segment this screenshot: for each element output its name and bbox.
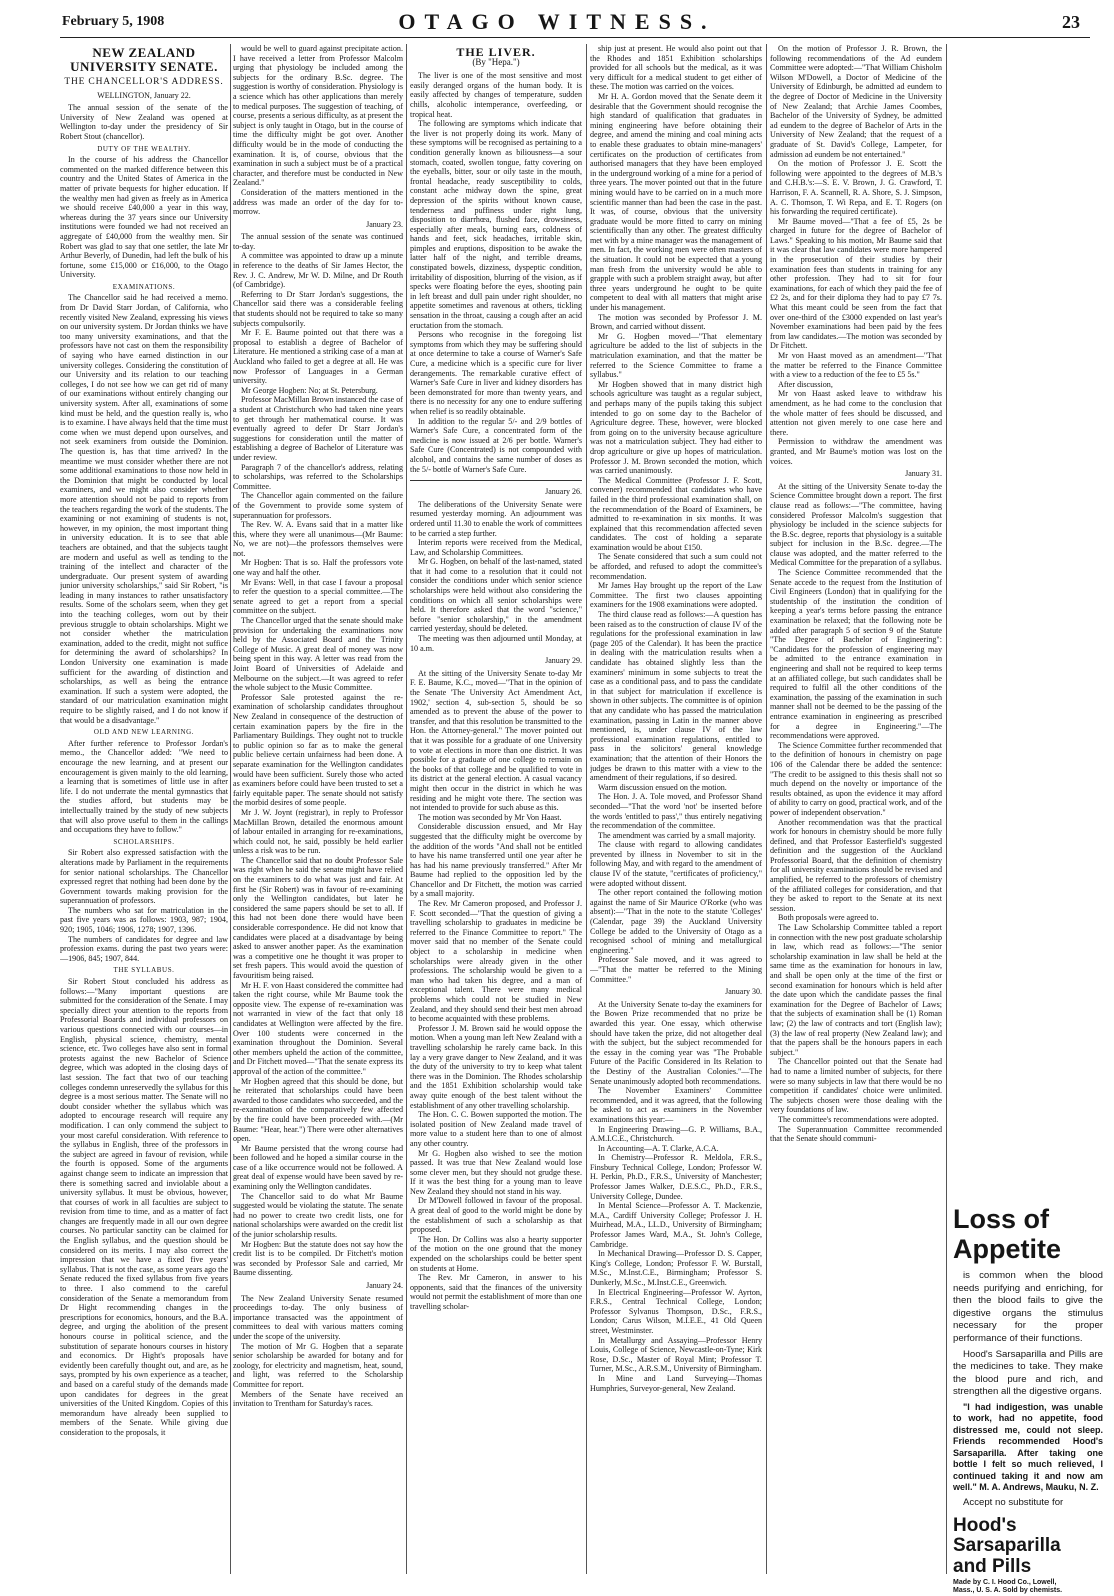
- paragraph: Sir Robert also expressed satisfaction with the alterations made by Parliament in the requirements for senior national scholarships. The Chancellor expressed regret that nothing had been done by the Government towards making provision for the superannuation of professors.: [60, 848, 228, 906]
- column-3: [410, 44, 582, 1574]
- paragraph: The other report contained the following motion against the name of Sir Maurice O'Rorke (who was absent):—"That in the note to the statute 'Colleges' (Calendar, page 39) the Auckland University College be added to the University of Otago as a recognised school of mining and metallurgical engineering.": [590, 888, 762, 955]
- dateline: January 29.: [545, 656, 582, 666]
- paragraph: Mr H. F. von Haast considered the committee had taken the right course, while Mr Baume took the opposite view. The expense of re-examination was not warranted in view of the fact that only 18 candidates at Wellington were affected by the fire. Over 100 students were concerned in the examination throughout the Dominion. Several other members upheld the action of the committee, and Dr Fitchett moved—"That the senate express its approval of the action of the committee.": [233, 980, 403, 1076]
- paragraph: The meeting was then adjourned until Monday, at 10 a.m.: [410, 634, 582, 653]
- paragraph: The numbers of candidates for degree and law profession exams. during the past two years were:—1906, 845; 1907, 844.: [60, 934, 228, 963]
- paragraph: The Rev. W. A. Evans said that in a matter like this, where they were all unanimous—(Mr Baume: No, we are not)—the professors themselves were not.: [233, 520, 403, 558]
- paragraph: The New Zealand University Senate resumed proceedings to-day. The only business of importance transacted was the appointment of committees to deal with various matters coming under the scope of the university.: [233, 1293, 403, 1341]
- paragraph: The following are symptoms which indicate that the liver is not properly doing its work. Many of these symptoms will be recognised as pertaining to a condition generally known as biliousness—a sour stomach, coated, swollen tongue, fatty covering on the eyeballs, bitter, sour or oily taste in the mouth, frontal headache, ready susceptibility to colds, constant ache midway down the spine, great depression of the spirits without known cause, tenderness and puffiness under right lung, disposition to diarrhœa, flushed face, drowsiness, especially after meals, burning ears, coldness of hands and feet, sick headaches, irritable skin, pimples and eruptions, disposition to be awake the latter half of the night, and terrible dreams, constipated bowels, dizziness, dyspeptic condition, irritability of disposition, blurring of the vision, as if specks were floating before the eyes, shooting pain in left breast and dull pain under right shoulder, no appetite sometimes and ravenous at others, tickling sensation in the throat, causing a cough after an acid eructation from the stomach.: [410, 119, 582, 330]
- page-number: 23: [1062, 12, 1080, 32]
- section-heading: SCHOLARSHIPS.: [113, 837, 175, 846]
- paragraph: The annual session of the senate of the University of New Zealand was opened at Wellington to-day under the presidency of Sir Robert Stout (chancellor).: [60, 103, 228, 141]
- ad-pills: and Pills: [953, 1555, 1032, 1577]
- paragraph: Mr Evans: Well, in that case I favour a proposal to refer the question to a special committee.—The senate agreed to get a report from a special committee on the subject.: [233, 577, 403, 616]
- paragraph: Warm discussion ensued on the motion.: [598, 782, 727, 792]
- paragraph: The liver is one of the most sensitive and most easily deranged organs of the human body. It is easily affected by changes of temperature, sudden chills, alcoholic intemperance, overfeeding, or tropical heat.: [410, 71, 582, 119]
- ad-maker-line: Made by C. I. Hood Co., Lowell,: [953, 1578, 1057, 1586]
- section-heading: OLD AND NEW LEARNING.: [93, 728, 195, 737]
- paragraph: The Chancellor said that no doubt Professor Sale was right when he said the senate might have relied on the examiners to do what was just and fair. At first he (Sir Robert) was in favour of re-examining only the Wellington candidates, but later he considered the same papers should be set to all. If this had not been done there would have been considerable correspondence. He did not know that candidates were placed at a disadvantage by being asked to answer another paper. As the examination was a competitive one he thought it was proper to set fresh papers. This would avoid the question of favouritism being raised.: [233, 855, 403, 980]
- page-header: [0, 0, 1114, 40]
- section-heading: THE SYLLABUS.: [113, 966, 175, 975]
- paragraph: The committee's recommendations were adopted.: [778, 1114, 939, 1124]
- paragraph: Mr H. A. Gordon moved that the Senate deem it desirable that the Government should recognise the high standard of qualification that graduates in mining engineering have before obtaining their degree, and amend the mining and coal mining acts to enable these graduates to obtain mine-managers' certificates on the production of certificates from authorised managers that they have been employed in the underground working of a mine for a period of three years. The mover pointed out that in the future mining would have to be carried on in a much more scientific manner than had been the case in the past. It was, of course, obvious that the university graduate would be more fitted to carry on mining scientifically than any other. The greatest difficulty met with by a mine manager was the management of men. In fact, the working men were often masters of the situation. It could not be expected that a young man fresh from the university would be able to grapple with such a problem straight away, but after three years underground he ought to be quite competent to deal with all matters that might arise under his management.: [590, 91, 762, 313]
- column-divider: [946, 44, 947, 1574]
- paragraph: In Engineering Drawing—G. P. Williams, B.A., A.M.I.C.E., Christchurch.: [590, 1124, 762, 1144]
- dateline: January 31.: [905, 469, 942, 479]
- paragraph: The motion of Mr G. Hogben that a separate senior scholarship be awarded for botany and for zoology, for electricity and magnetism, heat, sound, and light, was referred to the Scholarship Committee for report.: [233, 1341, 403, 1389]
- article-headline: NEW ZEALAND UNIVERSITY SENATE.: [70, 45, 218, 74]
- section-heading: EXAMINATIONS.: [112, 282, 176, 291]
- paragraph: Mr von Haast moved as an amendment—"That the matter be referred to the Finance Committee with a view to a reduction of the fee to £5 5s.": [770, 351, 942, 380]
- column-divider: [230, 44, 231, 1574]
- paragraph: Dr M'Dowell followed in favour of the proposal. A great deal of good to the world might be done by the establishment of such a scholarship as that proposed.: [410, 1196, 582, 1235]
- paragraph: The Law Scholarship Committee tabled a report in connection with the new post graduate scholarship in law, which read as follows:—"The senior scholarship examination in law shall be held at the same time as the examination for honours in law, and shall be open only at the time of the first or second examination for honours which is held after the date upon which the candidate passes the final examination for the Degree of Bachelor of Laws; that the subjects of examination shall be (1) Roman law; (2) the law of contracts and tort (English law); (3) the law of real property (New Zealand law); and that the papers shall be the honours papers in each subject.": [770, 923, 942, 1057]
- paragraph: The Rev. Mr Cameron proposed, and Professor J. F. Scott seconded—"That the question of giving a travelling scholarship to graduates in medicine be referred to the Finance Committee to report." The mover said that no member of the Senate could object to a scholarship in medicine when scholarships were already given in the other professions. The scholarship would be given to a man who had taken his degree, and a man of exceptional talent. There were many medical problems which could not be studied in New Zealand, and they should send their best men abroad to become acquainted with these problems.: [410, 899, 582, 1024]
- paragraph: Mr George Hogben: No; at St. Petersburg.: [241, 385, 378, 395]
- paragraph: Mr G. Hogben moved—"That elementary agriculture be added to the list of subjects in the matriculation examination, and that the matter be referred to the Science Committee to frame a syllabus.": [590, 331, 762, 380]
- paragraph: The Science Committee further recommended that to the definition of honours in chemistry on page 106 of the Calendar there be added the sentence: "The credit to be assigned to this thesis shall not so much depend on the novelty or importance of the results obtained, as upon the evidence it may afford of ability to carry on good, practical work, and of the power of independent observation.": [770, 740, 942, 817]
- paragraph: A committee was appointed to draw up a minute in reference to the deaths of Sir James Hector, the Rev. J. C. Andrew, Mr W. D. Milne, and Dr Routh (of Cambridge).: [233, 251, 403, 290]
- section-heading: DUTY OF THE WEALTHY.: [97, 144, 191, 153]
- paragraph: The Superannuation Committee recommended that the Senate should communi-: [770, 1124, 942, 1144]
- paragraph: In the course of his address the Chancellor commented on the marked difference between this country and the United States of America in the matter of private bequests for higher education. If the wealthy men had given as freely as in America we should receive £40,000 a year in this way, whereas during the 37 years since our University institutions were founded we had not received an aggregate of £40,000 from the wealthy men. Sir Robert was glad to say that one settler, the late Mr Arthur Beverly, of Dunedin, had left the bulk of his fortune, some £15,000 or £16,000, to the Otago University.: [60, 155, 228, 280]
- paragraph: The Hon. C. C. Bowen supported the motion. The isolated position of New Zealand made travel of more value to a student here than to one of almost any other country.: [410, 1110, 582, 1148]
- hoods-sarsaparilla-advertisement: [953, 1204, 1103, 1596]
- dateline: WELLINGTON, January 22.: [97, 90, 191, 100]
- paragraph: Both proposals were agreed to.: [778, 913, 879, 923]
- paragraph: The clause with regard to allowing candidates prevented by illness in November to sit in the following May, and with regard to the amendment of clause IV of the statute, "certificates of proficiency," were adopted without dissent.: [590, 840, 762, 888]
- paragraph: At the University Senate to-day the examiners for the Bowen Prize recommended that no prize be awarded this year. One essay, which otherwise should have taken the prize, did not altogether deal with the subject, but the subject recommended for the essay in the coming year was "The Probable Future of the Pacific Considered in Its Relation to the Destiny of the Australian Colonies."—The Senate unanimously adopted both recommendations.: [590, 999, 762, 1086]
- dateline: January 30.: [725, 987, 762, 997]
- paragraph: Professor Sale protested against the re-examination of scholarship candidates throughout New Zealand in consequence of the destruction of certain examination papers by the fire in the Parliamentary Buildings. They ought not to truckle to public opinion so far as to make the general public believe certain unfairness had been done. A separate examination for the Wellington candidates would have been sufficient. Surely those who acted as examiners before could have been trusted to set a fairly equitable paper. The senate should not satisfy the morbid desires of some people.: [233, 692, 403, 808]
- column-divider: [586, 44, 587, 1574]
- paragraph: The motion was seconded by Mr Von Haast.: [418, 812, 562, 822]
- paragraph: At the sitting of the University Senate to-day Mr F. E. Baume, K.C., moved—"That in the opinion of the Senate 'The University Act Amendment Act, 1902,' section 4, sub-section 5, should be so amended as to prevent the abuse of the power to transfer, and that this resolution be transmitted to the Hon. the Attorney-general." The mover pointed out that it was possible for a graduate of one University to vote at elections in more than one district. It was possible for a graduate of one college to remain on the books of that college and be qualified to vote in its district at the general election. A casual vacancy might then occur in the district in which he was residing and he might vote there. The section was not intended to provide for such abuse as this.: [410, 668, 582, 813]
- paragraph: The Hon. Dr Collins was also a hearty supporter of the motion on the one ground that the money expended on the scholarships could be better spent on students at Home.: [410, 1234, 582, 1273]
- masthead-title: OTAGO WITNESS.: [398, 9, 716, 34]
- paragraph: After discussion,: [778, 379, 833, 389]
- paragraph: The Medical Committee (Professor J. F. Scott, convener) recommended that candidates who have failed in the third professional examination shall, on the recommendation of the Board of Examiners, be admitted to re-examination in six months. It was explained that this recommendation affected seven candidates. The cost of holding a separate examination would be about £150.: [590, 475, 762, 552]
- paragraph: Interim reports were received from the Medical, Law, and Scholarship Committees.: [410, 538, 582, 557]
- paragraph: Professor J. M. Brown said he would oppose the motion. When a young man left New Zealand with a travelling scholarship he rarely came back. In this lay a very grave danger to New Zealand, and it was the duty of the university to try to keep what talent there was in the Dominion. The Rhodes scholarship and the 1851 Exhibition scholarship would take away quite enough of the best talent without the establishment of any other travelling scholarship.: [410, 1023, 582, 1110]
- paragraph: The November Examiners' Committee recommended, and it was agreed, that the following be asked to act as examiners in the November examinations this year:—: [590, 1086, 762, 1124]
- ad-testimonial: "I had indigestion, was unable to work, had no appetite, food distressed me, could not sleep. Friends recommended Hood's Sarsaparilla. After taking one bottle I felt so much relieved, I continued taking it and now am well." M. A. Andrews, Mauku, N. Z.: [953, 1401, 1103, 1493]
- header-rule: [60, 37, 1090, 38]
- paragraph: The Hon. J. A. Tole moved, and Professor Shand seconded—"That the word 'not' be inserted before the words 'entitled to pass'," thus entirely negativing the recommendation of the committee.: [590, 792, 762, 831]
- paragraph: In Accounting—A. T. Clarke, A.C.A.: [598, 1143, 719, 1153]
- paragraph: Professor Sale moved, and it was agreed to—"That the matter be referred to the Mining Committee.": [590, 955, 762, 984]
- paragraph: At the sitting of the University Senate to-day the Science Committee brought down a report. The first clause read as follows:—"The committee, having considered Professor Malcolm's suggestion that physiology be included in the science subjects for the B.Sc. degree, reports that physiology is a suitable subject for inclusion in the B.Sc. degree.—The clause was adopted, and the matter referred to the Medical Committee for the preparation of a syllabus.: [770, 481, 942, 568]
- paragraph: In Metallurgy and Assaying—Professor Henry Louis, College of Science, Newcastle-on-Tyne; Kirk Rose, D.Sc., Master of Royal Mint; Professor T. Turner, M.Sc., A.R.S.M., University of Birmingham.: [590, 1335, 762, 1374]
- ad-headline: Loss of Appetite: [953, 1204, 1061, 1264]
- paragraph: Considerable discussion ensued, and Mr Hay suggested that the difficulty might be overcome by the addition of the words "And shall not be entitled to have his name transferred until one year after he has had his name previously transferred." After Mr Baume had replied to the opposition led by the Chancellor and Dr Fitchett, the motion was carried by a small majority.: [410, 822, 582, 899]
- article-subheadline: THE CHANCELLOR'S ADDRESS.: [64, 77, 224, 87]
- paragraph: Mr F. E. Baume pointed out that there was a proposal to establish a degree of Bachelor of Literature. He mentioned a striking case of a man at Auckland who failed to get a degree at all. He was now Professor of Languages in a German university.: [233, 328, 403, 386]
- paragraph: After further reference to Professor Jordan's memo., the Chancellor added: "We need to encourage the new learning, and at present our encouragement is given mainly to the old learning, a learning that is sometimes of little use in after life. I do not underrate the mental gymnastics that the studies afford, but students may be intellectually trained by the study of new subjects that will also prove useful to them in the callings and occupations they have to follow.": [60, 738, 228, 835]
- ad-maker-line: Mass., U. S. A. Sold by chemists.: [953, 1586, 1063, 1594]
- paragraph: Mr Hogben agreed that this should be done, but he reiterated that scholarships could have been awarded to those candidates who succeeded, and the re-examination of the comparatively few affected by the fire could have been proceeded with.—(Mr Baume: "Hear, hear.") There were other alternatives open.: [233, 1076, 403, 1144]
- paragraph: Mr Hogben: But the statute does not say how the credit list is to be compiled. Dr Fitchett's motion was seconded by Professor Sale and carried, Mr Baume dissenting.: [233, 1239, 403, 1278]
- paragraph: In Mental Science—Professor A. T. Mackenzie, M.A., Cardiff University College; Professor J. H. Muirhead, M.A., LL.D., University of Birmingham; Professor James Ward, M.A., St. John's College, Cambridge.: [590, 1201, 762, 1249]
- dateline: January 23.: [366, 219, 403, 229]
- paragraph: In Chemistry—Professor R. Meldola, F.R.S., Finsbury Technical College, London; Professor W. H. Perkin, Ph.D., F.R.S., University of Manchester; Professor James Walker, D.E.S.C., Ph.D., F.R.S., University College, Dundee.: [590, 1153, 762, 1201]
- paragraph: The annual session of the senate was continued to-day.: [233, 232, 403, 251]
- ad-brand: Hood's Sarsaparilla: [953, 1514, 1061, 1556]
- article-headline: THE LIVER.: [456, 45, 536, 59]
- column-1: [60, 44, 228, 1574]
- paragraph: Sir Robert Stout concluded his address as follows:—"Many important questions are submitted for the consideration of the Senate. I may specially direct your attention to the reports from Professorial Boards and individual professors on various questions connected with our courses—in English, physical science, chemistry, mental science, etc. Two colleges have also sent in formal protests against the new Bachelor of Science degree, which was adopted in the closing days of last session. The fact that two of our teaching colleges condemn unreservedly the syllabus for this degree is a most serious matter. The Senate will no doubt consider whether the syllabus which was adopted to encourage research will require any modification. I can only commend the subject to your most careful consideration. With reference to the syllabus in English, three of the professors in the subject are agreed in favour of revision, while the fourth is opposed. Some of the arguments against change seem to indicate an impression that there is something sacred and inviolable about a university syllabus. It must be obvious, however, that courses of work in all faculties are subject to revision from time to time, and as a matter of fact changes are frequently made in all our own degree courses. No particular sanctity can be claimed for the English syllabus, and the question should be considered on its merits. I may also correct the impression that we have a fixed five years' syllabus. That is not the case, as some years ago the Senate reduced the fixed syllabus from five years to three. I also commend to the careful consideration of the Senate a memorandum from Dr Hight recommending changes in the prescriptions for economics, honours, and the B.A. degree, and urging the abolition of the present honours course in political science, and the substitution of separate honours courses in history and economics. Dr Hight's proposals have evidently been carefully thought out, and are, as he says, prompted by his own experience as a teacher, and based on a careful study of the demands made upon candidates for degrees in the great universities of the United Kingdom. Copies of this memorandum have already been supplied to members of the Senate. While giving due consideration to the proposals, it: [60, 977, 228, 1437]
- paragraph: The Chancellor pointed out that the Senate had had to name a limited number of subjects, for there were so many subjects in law that there would be no competition if candidates' choice were unlimited. The subjects chosen were those dealing with the very foundations of law.: [770, 1057, 942, 1115]
- paragraph: ship just at present. He would also point out that the Rhodes and 1851 Exhibition scholarships provided for all schools but the medical, as it was very difficult for a medical student to get either of these. The motion was carried on the voices.: [590, 44, 762, 92]
- column-divider: [766, 44, 767, 1574]
- byline: (By "Hepa."): [472, 56, 520, 67]
- paragraph: The Rev. Mr Cameron, in answer to his opponents, said that the finances of the university would not permit the establishment of more than one travelling scholar-: [410, 1273, 582, 1311]
- paragraph: The numbers who sat for matriculation in the past five years was as follows: 1903, 987; 1904, 920; 1905, 1046; 1906, 1278; 1907, 1396.: [60, 905, 228, 935]
- paragraph: The Chancellor said he had received a memo. from Dr David Starr Jordan, of California, who recently visited New Zealand, expressing his views on our university system. Dr Jordan thinks we have too many university examinations, and that the professors have not cast on them the responsibility of saying who have earned distinction in our university colleges. Considering the constitution of our University and its relation to our teaching colleges, I do not see how we can get rid of many of our examinations without entirely changing our university system. After all, examinations of some kind must be held, and the question really is, who is to examine. I have always held that the time must come when we must depend upon ourselves, and not seek examiners from outside the Dominion. The question is, has that time arrived? In the meantime we must consider whether there are not some additional examinations to those now held in the Dominion that might be conducted by local examiners, and we might also consider whether more attention should not be paid to reports from the teachers regarding the work of the students. The examining or not examining of students is not, however, in my opinion, the most important thing in university education. It is to see that able teachers are obtained, and that the subjects taught are modern and useful as well as tending to the training of the intellect and character of the undergraduate. Our present system of awarding junior university scholarships," said Sir Robert, "is leading in many instances to rather unsatisfactory results. Some of the scholars seem, when they get into the teaching colleges, worn out by their previous struggle to obtain scholarships. Might we not consider whether the matriculation examination, added to the credit, might not suffice for determining the award of scholarships? In London University one examination is made sufficient for the awarding of distinction and scholarships, as well as being the entrance examination. If such a system were adopted, the standard of our matriculation examination might require to be slightly raised, and I do not know if that would be a disadvantage.": [60, 293, 228, 725]
- column-2: [233, 44, 403, 1574]
- ad-paragraph: is common when the blood needs purifying and enriching, for then the blood fails to give the digestive organs the stimulus necessary for the proper performance of their functions.: [953, 1270, 1103, 1344]
- paragraph: The deliberations of the University Senate were resumed yesterday morning. An adjournment was ordered until 11.30 to enable the work of committees to be carried a step further.: [410, 499, 582, 538]
- paragraph: Consideration of the matters mentioned in the address was made an order of the day for to-morrow.: [233, 187, 403, 217]
- article-divider: [410, 480, 582, 481]
- paragraph: would be well to guard against precipitate action. I have received a letter from Professor Malcolm urging that physiology be included among the subjects for the ordinary B.Sc. degree. The suggestion is worthy of consideration. Physiology is a science which has other applications than merely to medical purposes. The suggestion of teaching, of course, presents a serious difficulty, as at present the subject is only taught in Otago, but in the course of time the difficulty might be got over. Another difficulty would be in the mode of conducting the examination. It is, of course, obvious that the examination in such a subject must be of a practical character, and therefore must be conducted in New Zealand.": [233, 44, 403, 188]
- paragraph: The Chancellor urged that the senate should make provision for undertaking the examinations now held by the Associated Board and the Trinity College of Music. A great deal of money was now being spent in this way. A letter was read from the Joint Board of Universities of Adelaide and Melbourne on the subject.—It was agreed to refer the whole subject to the Music Committee.: [233, 616, 403, 693]
- paragraph: The Senate considered that such a sum could not be afforded, and refused to adopt the committee's recommendation.: [590, 552, 762, 581]
- column-4: [590, 44, 762, 1574]
- paragraph: The amendment was carried by a small majority.: [598, 830, 756, 840]
- paragraph: In Mechanical Drawing—Professor D. S. Capper, King's College, London; Professor F. W. Burstall, M.Sc., M.Inst.C.E., Birmingham; Professor S. Dunkerly, M.Sc., M.Inst.C.E., Greenwich.: [590, 1249, 762, 1287]
- issue-date: February 5, 1908: [62, 14, 165, 29]
- paragraph: Referring to Dr Starr Jordan's suggestions, the Chancellor said there was a considerable feeling that students should not be required to take so many subjects compulsorily.: [233, 289, 403, 328]
- paragraph: Professor MacMillan Brown instanced the case of a student at Christchurch who had taken nine years to get through her mathematical course. It was eventually agreed to defer Dr Starr Jordan's suggestions for consideration until the matter of establishing a degree of Bachelor of Literature was under review.: [233, 395, 403, 462]
- paragraph: Mr Baume persisted that the wrong course had been followed and he hoped a similar course in the case of a like occurrence would not be followed. A great deal of expense would have been saved by re-examining only the Wellington candidates.: [233, 1143, 403, 1192]
- paragraph: Mr G. Hogben, on behalf of the last-named, stated that it had come to a resolution that it could not consider the conditions under which senior science scholarships were held without also considering the conditions on which all senior scholarships were held. It therefore asked that the word "science," before "senior scholarship," in the amendment carried yesterday, should be deleted.: [410, 557, 582, 634]
- paragraph: In Electrical Engineering—Professor W. Ayrton, F.R.S., Central Technical College, London; Professor Sylvanus Thompson, D.Sc., F.R.S., London; Carus Wilson, M.I.E.E., 41 Old Queen street, Westminster.: [590, 1287, 762, 1335]
- dateline: January 26.: [545, 487, 582, 497]
- paragraph: Persons who recognise in the foregoing list symptoms from which they may be suffering should at once determine to take a course of Warner's Safe Cure, a medicine which is a specific cure for liver derangements. The remarkable curative effect of Warner's Safe Cure in liver and kidney disorders has been demonstrated for more than twenty years, and there is no necessity for any one to endure suffering when relief is so readily obtainable.: [410, 330, 582, 416]
- paragraph: Permission to withdraw the amendment was granted, and Mr Baume's motion was lost on the voices.: [770, 437, 942, 466]
- paragraph: Mr von Haast asked leave to withdraw his amendment, as he had come to the conclusion that the whole matter of fees should be discussed, and attention not given merely to one case here and there.: [770, 389, 942, 437]
- paragraph: The Science Committee recommended that the Senate accede to the request from the Institution of Civil Engineers (London) that in qualifying for the studentship of the institution the condition of keeping a year's terms before passing the entrance examination be relaxed; that the following note be added after paragraph 5 of section 9 of the Statute "The Degree of Bachelor of Engineering": "Candidates for the profession of engineering may be admitted to the entrance examination in engineering and shall not be required to keep terms at an affiliated college, but such candidates shall be required to fulfil all the other conditions of the examination, the passing of the examination in such manner shall not be deemed to be the passing of the entrance examination in engineering as prescribed for a degree in Engineering."—The recommendations were approved.: [770, 568, 942, 741]
- ad-maker: [953, 1579, 1062, 1595]
- paragraph: Mr James Hay brought up the report of the Law Committee. The first two clauses appointing examiners for the 1908 examinations were adopted.: [590, 581, 762, 610]
- paragraph: On the motion of Professor J. E. Scott the following were appointed to the degrees of M.B.'s and C.H.B.'s:—S. E. V. Brown, J. G. Crawford, T. Harrison, F. A. Scannell, R. A. Shore, S. J. Simpson, A. C. Thomson, T. Wi Repa, and E. T. Rogers (on his forwarding the required certificate).: [770, 159, 942, 217]
- paragraph: The third clause read as follows:—A question has been raised as to the construction of clause IV of the regulations for the professional examination in law (page 205 of the Calendar). It has been the practice in dealing with the matriculation results when a candidate has obtained slightly less than the examiners' minimum in some subjects to treat the case as a conditional pass, and to pass the candidate in that subject for matriculation if excellence is shown in other subjects. The committee is of opinion that any candidate who has passed the matriculation examination, passing in Latin in the manner above mentioned, is, under clause IV of the law professional examination regulations, entitled to pass in the solicitors' general knowledge examination; that the attention of their Honors the judges be drawn to this matter with a view to the amendment of their regulations, if so desired.: [590, 610, 762, 783]
- column-divider: [406, 44, 407, 1574]
- paragraph: Paragraph 7 of the chancellor's address, relating to scholarships, was referred to the Scholarships Committee.: [233, 462, 403, 491]
- paragraph: On the motion of Professor J. R. Brown, the following recommendations of the Ad eundem Committee were adopted:—"That William Chisholm Wilson M'Dowell, a Doctor of Medicine of the University of Edinburgh, be admitted ad eundem to the degree of Doctor of Medicine in the University of New Zealand; that Archie James Coombes, Bachelor of the University of Sydney, be admitted ad eundem to the degree of Bachelor of Arts in the University of New Zealand; that the request of a graduate of St. David's College, Lampeter, for admission ad eundem be not entertained.": [770, 44, 942, 159]
- dateline: January 24.: [366, 1281, 403, 1290]
- paragraph: The motion was seconded by Professor J. M. Brown, and carried without dissent.: [590, 312, 762, 332]
- paragraph: Another recommendation was that the practical work for honours in chemistry should be more fully defined, and that Professor Easterfield's suggested definition and the suggestion of the Auckland Professorial Board, that the definition of chemistry for all university examinations should be revised and amplified, be referred to the professors of chemistry of the affiliated colleges for consideration, and that they be asked to report to the Senate at its next session.: [770, 817, 942, 913]
- ad-paragraph: Hood's Sarsaparilla and Pills are the medicines to take. They make the blood pure and rich, and strengthen all the digestive organs.: [953, 1348, 1103, 1398]
- paragraph: Members of the Senate have received an invitation to Trentham for Saturday's races.: [233, 1389, 403, 1409]
- paragraph: In Mine and Land Surveying—Thomas Humphries, Surveyor-general, New Zealand.: [590, 1373, 762, 1393]
- paragraph: Mr Hogben: That is so. Half the professors vote one way and half the other.: [233, 558, 403, 578]
- paragraph: Mr Hogben showed that in many district high schools agriculture was taught as a regular subject, and perhaps many of the pupils taking this subject intended to go on some day to the Bachelor of Agriculture degree. These, however, were blocked from going on to the university because agriculture was not a matriculation subject. They had either to drop agriculture or give up hopes of matriculation. Professor J. M. Brown seconded the motion, which was carried unanimously.: [590, 379, 762, 476]
- paragraph: Mr G. Hogben also wished to see the motion passed. It was true that New Zealand would lose some clever men, but they should not grudge these. If it was the best thing for a young man to leave New Zealand they should not stand in his way.: [410, 1148, 582, 1196]
- paragraph: Mr Baume moved—"That a fee of £5, 2s be charged in future for the degree of Bachelor of Laws." Speaking to his motion, Mr Baume said that it was clear that law candidates were more hampered in the prosecution of their studies by their examination fees than students in training for any other profession. They had to sit for four examinations, for each of which they paid the fee of £2 2s, and for their diploma they had to pay £7 7s. What this meant could be seen from the fact that over one-third of the £3000 expended on last year's November examinations had been paid by the fees from law candidates.—The motion was seconded by Dr Fitchett.: [770, 216, 942, 351]
- paragraph: The Chancellor again commented on the failure of the Government to provide some system of superannuation for professors.: [233, 491, 403, 520]
- column-5: [770, 44, 942, 1574]
- paragraph: Mr J. W. Joynt (registrar), in reply to Professor MacMillan Brown, detailed the enormous amount of labour entailed in arranging for re-examinations, which could not, he said, possibly be held earlier unless a risk was to be run.: [233, 807, 403, 856]
- ad-paragraph: Accept no substitute for: [963, 1496, 1064, 1508]
- column-6: [950, 44, 1100, 1194]
- paragraph: The Chancellor said to do what Mr Baume suggested would be violating the statute. The senate had no power to create two credit lists, one for national scholarships were awarded on the credit list of the junior scholarship results.: [233, 1191, 403, 1240]
- paragraph: In addition to the regular 5/- and 2/9 bottles of Warner's Safe Cure, a concentrated form of the medicine is now issued at 2/6 per bottle. Warner's Safe Cure (Concentrated) is not compounded with alcohol, and contains the same number of doses as the 5/- bottle of Warner's Safe Cure.: [410, 416, 582, 474]
